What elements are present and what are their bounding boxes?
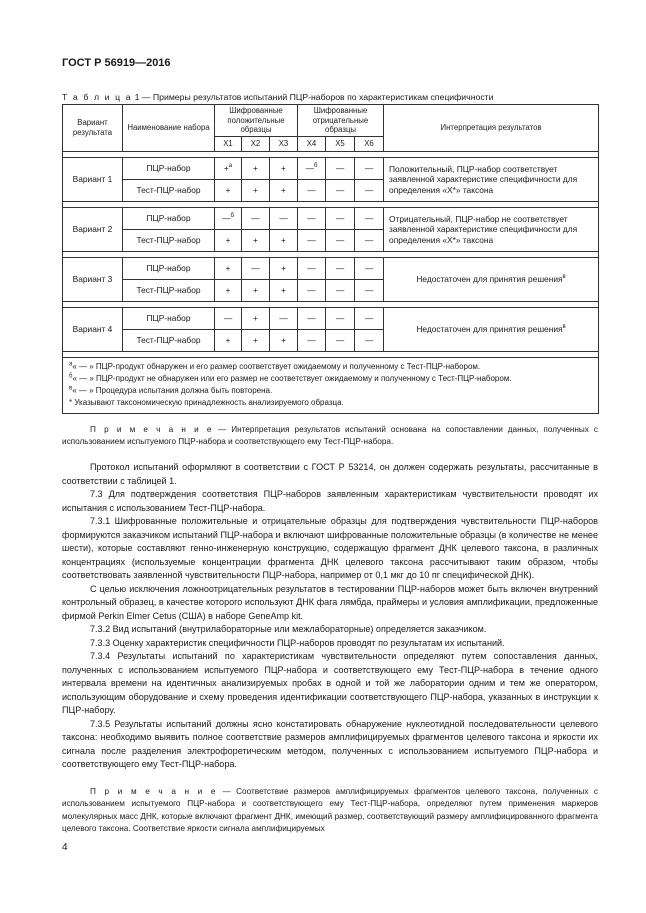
- paragraph: Протокол испытаний оформляют в соответствии с ГОСТ Р 53214, он должен содержать результаты, рассчитанные в соответствии с таблицей 1.: [62, 462, 598, 486]
- result-cell: [298, 158, 326, 180]
- result-value: —: [307, 313, 316, 324]
- result-cell: [298, 330, 326, 352]
- result-cell: [326, 208, 355, 230]
- result-value: +: [225, 235, 231, 246]
- note-text: — Интерпретация результатов испытаний основана на сопоставлении данных, полученных с использованием испытуемого ПЦР-набора и соответствующего ему Тест-ПЦР-набора.: [62, 425, 598, 447]
- header-col-x1: Х1: [215, 137, 242, 152]
- result-value: +: [281, 163, 286, 174]
- footnotes-row: [63, 358, 599, 414]
- result-cell: [215, 308, 242, 330]
- result-cell: [355, 330, 384, 352]
- table-note: [62, 424, 598, 449]
- footnote: [69, 397, 592, 409]
- paragraph: 7.3.3 Оценку характеристик специфичности ПЦР-наборов проводят по результатам их испытаний.: [90, 637, 505, 648]
- result-cell: [270, 280, 298, 302]
- kit-name: Тест-ПЦР-набор: [123, 330, 215, 352]
- result-cell: [326, 308, 355, 330]
- note-text: — Соответствие размеров амплифицируемых фрагментов целевого таксона, полученных с использованием испытуемого ПЦР-набора и соответствующего ему Тест-ПЦР-набора, определяют путем применения маркеров молекулярных масс ДНК, которые включают фрагмент ДНК, имеющий размер, соответствующий размеру амплифицированного фрагмента целевого таксона. Соответствие яркости сигнала амплифицируемых: [62, 787, 598, 834]
- result-cell: [242, 330, 270, 352]
- result-cell: [270, 208, 298, 230]
- result-value: +: [281, 263, 286, 274]
- header-row: [63, 105, 599, 137]
- result-value: +: [281, 335, 286, 346]
- result-cell: [270, 230, 298, 252]
- result-value: +: [253, 235, 258, 246]
- variant-label: Вариант 4: [63, 308, 123, 352]
- result-value: +: [223, 163, 229, 174]
- result-cell: [270, 180, 298, 202]
- header-interpretation: Интерпретация результатов: [384, 105, 599, 152]
- footnotes-cell: [63, 358, 599, 414]
- footnote-mark: б: [69, 373, 73, 380]
- result-value: —: [279, 313, 288, 324]
- result-cell: [242, 180, 270, 202]
- result-value: —: [364, 185, 374, 196]
- result-value: —: [307, 285, 316, 296]
- paragraph: 7.3 Для подтверждения соответствия ПЦР-наборов заявленным характеристикам чувствительности проводят их испытания с использованием Тест-ПЦР-набора.: [62, 489, 598, 513]
- footnote: [69, 361, 592, 373]
- result-value: —: [251, 263, 260, 274]
- result-cell: [298, 208, 326, 230]
- result-value: +: [281, 285, 286, 296]
- page-number: 4: [62, 842, 68, 853]
- paragraph: 7.3.5 Результаты испытаний должны ясно констатировать обнаружение нуклеотидной последовательности целевого таксона: необходимо выявить полное соответствие размеров амплифицируемых фрагментов целевого таксона и яркости их сигнала после разделения электрофоретическим методом, полученных с использованием испытуемого ПЦР-набора и соответствующего ему Тест-ПЦР-набора.: [62, 718, 598, 769]
- result-value: —: [335, 335, 345, 346]
- result-value: —: [223, 313, 233, 324]
- footnote-ref: в: [562, 324, 566, 331]
- footnote-mark: а: [69, 361, 73, 368]
- bottom-note: [62, 786, 598, 836]
- result-cell: [215, 258, 242, 280]
- footnote-text: « — » ПЦР-продукт обнаружен и его размер соответствует ожидаемому и полученному с Тест-ПЦР-набором.: [72, 362, 481, 372]
- result-value: —: [335, 313, 345, 324]
- result-cell: [355, 180, 384, 202]
- result-cell: [326, 180, 355, 202]
- result-value: —: [364, 313, 374, 324]
- result-cell: [298, 280, 326, 302]
- paragraph: 7.3.4 Результаты испытаний по характеристикам чувствительности определяют путем сопоставления данных, полученных с использованием испытуемого ПЦР-набора и соответствующего ему Тест-ПЦР-набора в течение одного интервала времени на идентичных анализируемых пробах в одной и той же лаборатории одним и тем же оператором, использующим оборудование и схему проведения идентификации соответствующего ПЦР-набора, указанных в инструкции к ПЦР-набору.: [62, 651, 598, 715]
- result-value: +: [225, 263, 231, 274]
- result-value: —: [307, 335, 316, 346]
- result-value: +: [253, 335, 258, 346]
- interpretation-cell: [384, 158, 599, 202]
- kit-name: ПЦР-набор: [123, 158, 215, 180]
- result-cell: [355, 208, 384, 230]
- result-cell: [215, 330, 242, 352]
- result-cell: [326, 280, 355, 302]
- result-value: —: [251, 213, 260, 224]
- result-cell: [215, 280, 242, 302]
- result-value: —: [335, 263, 345, 274]
- body-text: [62, 461, 598, 772]
- kit-name: ПЦР-набор: [123, 258, 215, 280]
- result-value: —: [364, 163, 374, 174]
- result-cell: [298, 258, 326, 280]
- result-cell: [355, 158, 384, 180]
- footnote-ref: в: [562, 274, 566, 281]
- result-cell: [215, 180, 242, 202]
- result-value: +: [225, 185, 231, 196]
- result-cell: [326, 158, 355, 180]
- header-positive: Шифрованные положительные образцы: [215, 105, 298, 137]
- interpretation-cell: [384, 308, 599, 352]
- table-row: [63, 258, 599, 280]
- result-value: —: [335, 213, 345, 224]
- result-value: —: [307, 235, 316, 246]
- result-value: +: [253, 185, 258, 196]
- result-cell: [242, 308, 270, 330]
- result-value: —: [335, 285, 345, 296]
- kit-name: Тест-ПЦР-набор: [123, 180, 215, 202]
- result-value: —: [364, 335, 374, 346]
- header-col-x6: Х6: [355, 137, 384, 152]
- result-cell: [326, 258, 355, 280]
- kit-name: ПЦР-набор: [123, 208, 215, 230]
- interpretation-text: Недостаточен для принятия решения: [416, 274, 563, 285]
- document-header: ГОСТ Р 56919—2016: [62, 57, 171, 69]
- header-name: Наименование набора: [123, 105, 215, 152]
- result-value: —: [305, 163, 314, 174]
- result-value: +: [253, 285, 258, 296]
- variant-label: Вариант 2: [63, 208, 123, 252]
- footnote-ref: б: [313, 163, 318, 170]
- result-value: —: [364, 213, 374, 224]
- footnote-ref: б: [230, 213, 234, 220]
- footnote-text: « — » Процедура испытания должна быть повторена.: [72, 386, 273, 396]
- result-value: +: [281, 235, 286, 246]
- result-cell: [270, 330, 298, 352]
- result-value: —: [364, 263, 374, 274]
- result-value: —: [364, 285, 374, 296]
- result-value: —: [307, 213, 316, 224]
- result-value: —: [335, 235, 345, 246]
- result-cell: [298, 180, 326, 202]
- result-cell: [298, 308, 326, 330]
- result-value: —: [335, 163, 345, 174]
- interpretation-cell: [384, 258, 599, 302]
- result-cell: [270, 308, 298, 330]
- table-caption-label: Т а б л и ц а: [62, 92, 133, 102]
- footnote: [69, 385, 592, 397]
- result-value: —: [307, 263, 316, 274]
- result-cell: [242, 230, 270, 252]
- result-cell: [355, 258, 384, 280]
- footnote-text: « — » ПЦР-продукт не обнаружен или его размер не соответствует ожидаемому и полученному с Тест-ПЦР-набором.: [72, 374, 512, 384]
- result-cell: [242, 280, 270, 302]
- kit-name: Тест-ПЦР-набор: [123, 230, 215, 252]
- table-row: [63, 308, 599, 330]
- interpretation-text: Недостаточен для принятия решения: [416, 324, 563, 335]
- kit-name: ПЦР-набор: [123, 308, 215, 330]
- result-value: +: [225, 335, 231, 346]
- footnote-ref: а: [228, 163, 233, 170]
- result-cell: [355, 230, 384, 252]
- result-cell: [355, 308, 384, 330]
- result-value: +: [253, 163, 258, 174]
- header-variant: Вариант результата: [63, 105, 123, 152]
- result-value: —: [307, 185, 316, 196]
- table-row: [63, 208, 599, 230]
- result-cell: [242, 208, 270, 230]
- interpretation-cell: [384, 208, 599, 252]
- footnote-mark: в: [69, 385, 73, 392]
- table-caption-text: 1 — Примеры результатов испытаний ПЦР-наборов по характеристикам специфичности: [134, 92, 494, 102]
- result-value: +: [281, 185, 286, 196]
- header-col-x2: Х2: [242, 137, 270, 152]
- result-value: —: [279, 213, 288, 224]
- note-label: П р и м е ч а н и е: [90, 425, 214, 434]
- note-label: П р и м е ч а н и е: [90, 787, 218, 796]
- header-col-x3: Х3: [270, 137, 298, 152]
- kit-name: Тест-ПЦР-набор: [123, 280, 215, 302]
- table-caption: [62, 92, 494, 102]
- result-cell: [270, 158, 298, 180]
- result-value: —: [364, 235, 374, 246]
- result-cell: [270, 258, 298, 280]
- result-value: +: [253, 313, 258, 324]
- result-value: +: [225, 285, 231, 296]
- result-cell: [242, 158, 270, 180]
- interpretation-text: Положительный, ПЦР-набор соответствует заявленной характеристике специфичности для определения «Х*» таксона: [389, 163, 578, 195]
- footnote-text: * Указывают таксономическую принадлежность анализируемого образца.: [69, 398, 344, 408]
- variant-label: Вариант 3: [63, 258, 123, 302]
- paragraph: С целью исключения ложноотрицательных результатов в тестировании ПЦР-наборов может быть включен внутренний контрольный образец, в качестве которого используют ДНК фага лямбда, праймеры и условия амплификации, предложенные фирмой Perkin Elmer Cetus (США) в наборе GeneAmp kit.: [62, 583, 598, 621]
- result-cell: [215, 230, 242, 252]
- result-cell: [298, 230, 326, 252]
- result-cell: [355, 280, 384, 302]
- footnote: [69, 373, 592, 385]
- result-value: —: [335, 185, 345, 196]
- result-cell: [326, 330, 355, 352]
- header-negative: Шифрованные отрицательные образцы: [298, 105, 384, 137]
- table-row: [63, 158, 599, 180]
- result-cell: [215, 208, 242, 230]
- header-col-x4: Х4: [298, 137, 326, 152]
- result-cell: [215, 158, 242, 180]
- result-cell: [326, 230, 355, 252]
- results-table: [62, 104, 599, 414]
- paragraph: 7.3.2 Вид испытаний (внутрилабораторные или межлабораторные) определяется заказчиком.: [90, 624, 487, 634]
- result-cell: [242, 258, 270, 280]
- header-col-x5: Х5: [326, 137, 355, 152]
- paragraph: 7.3.1 Шифрованные положительные и отрицательные образцы для подтверждения чувствительности ПЦР-наборов формируются заказчиком испытаний ПЦР-набора и включают шифрованные положительные образцы (в количестве не менее шести), которые составляют генно-инженерную конструкцию, содержащую фрагмент ДНК целевого таксона, в различных концентрациях (используемые концентрации фрагмента ДНК целевого таксона рассчитывают таким образом, чтобы соответствовать заявленной чувствительности ПЦР-набора, например от 0,1 мкг до 10 пг специфической ДНК).: [62, 516, 598, 580]
- interpretation-text: Отрицательный, ПЦР-набор не соответствует заявленной характеристике специфичности для определения «Х*» таксона: [389, 213, 578, 245]
- variant-label: Вариант 1: [63, 158, 123, 202]
- result-value: —: [222, 213, 231, 224]
